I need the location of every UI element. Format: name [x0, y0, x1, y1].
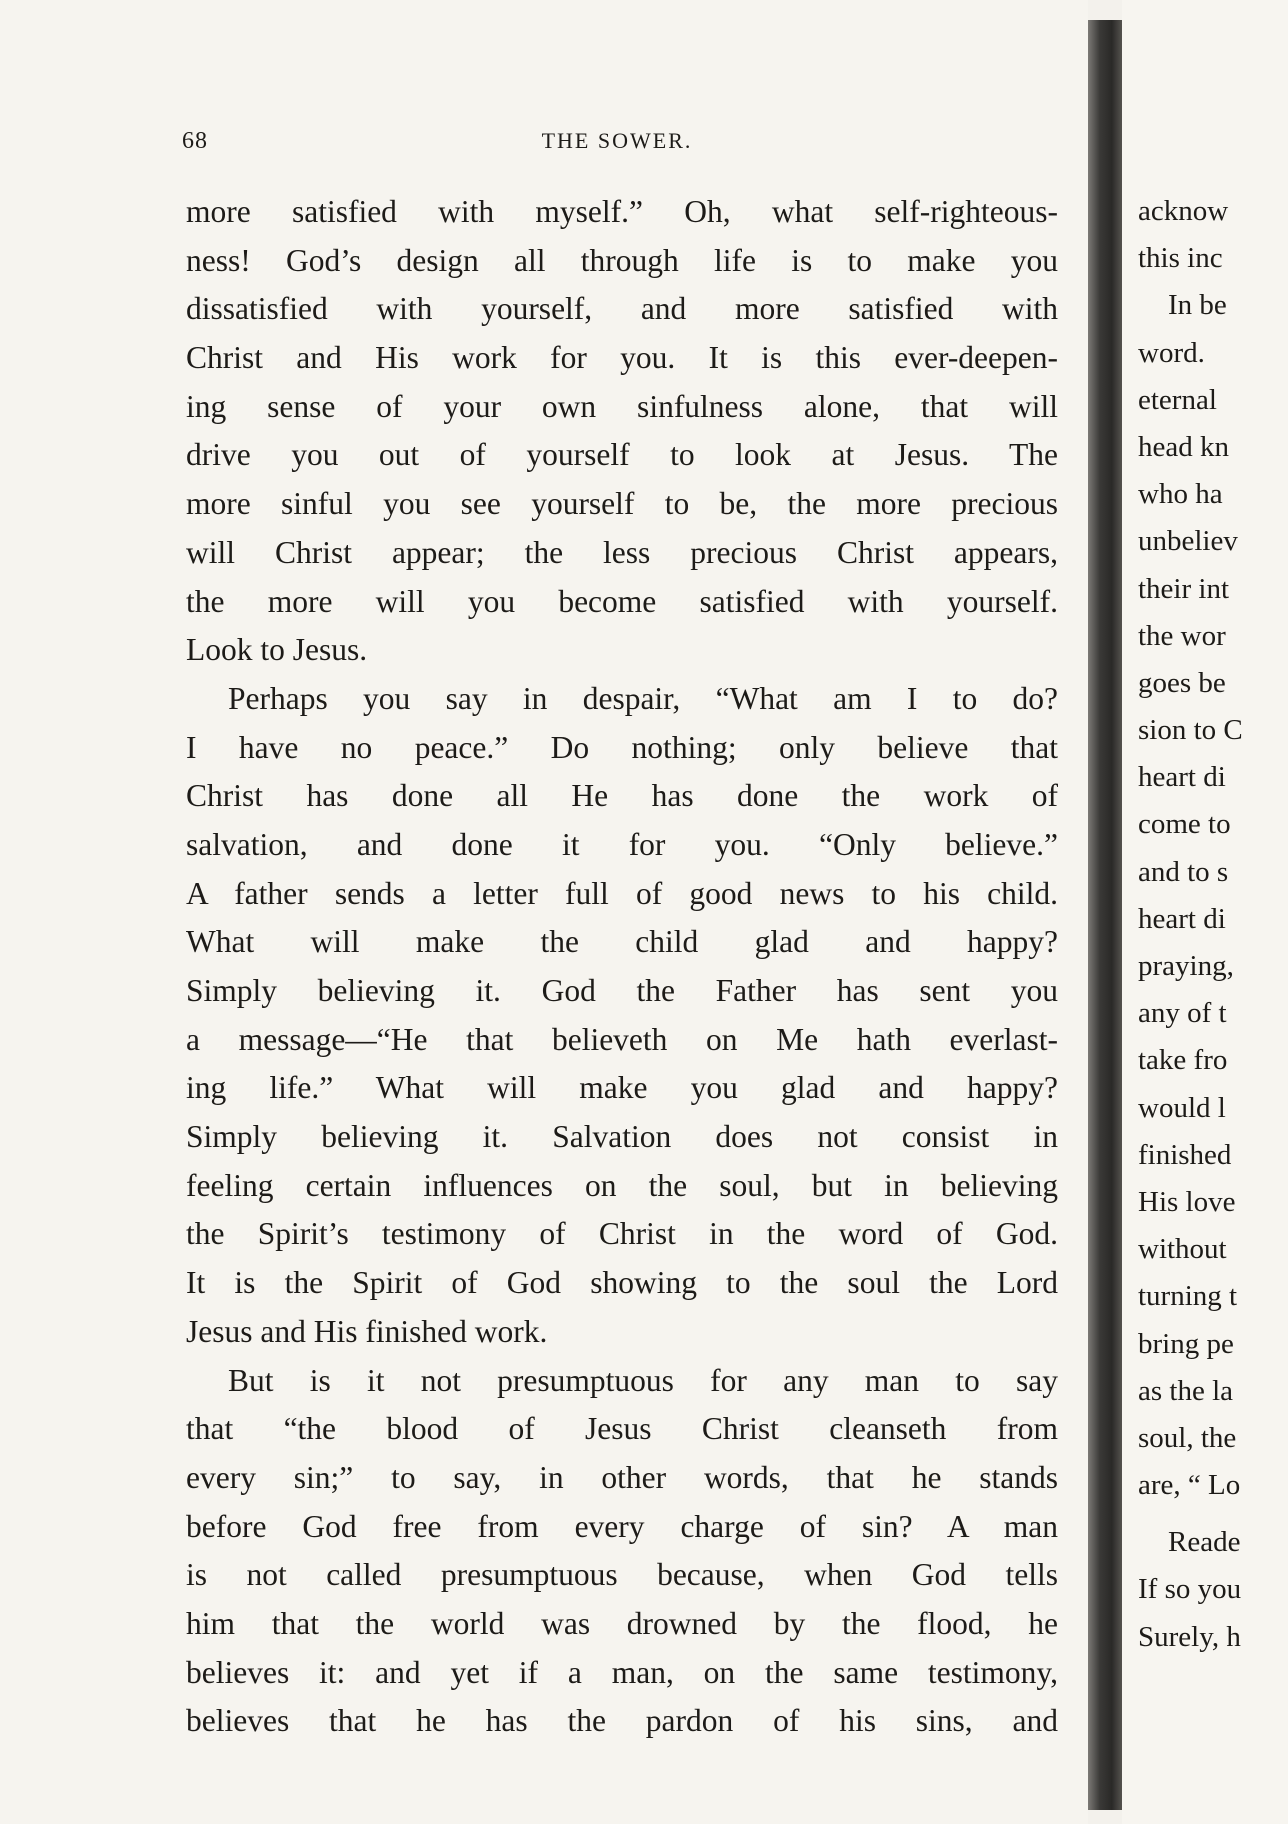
text-fragment: eternal — [1138, 383, 1217, 416]
text-fragment: their int — [1138, 572, 1230, 605]
text-line: is not called presumptuous because, when God tells — [186, 1557, 1058, 1593]
text-line: salvation, and done it for you. “Only believe.” — [186, 826, 1058, 862]
text-line: ing sense of your own sinfulness alone, that will — [186, 388, 1058, 424]
text-line: Look to Jesus. — [186, 632, 368, 668]
text-line: Jesus and His finished work. — [186, 1313, 548, 1349]
text-line: Simply believing it. God the Father has sent you — [186, 973, 1058, 1008]
text-fragment: His love — [1138, 1185, 1236, 1218]
text-fragment: Surely, h — [1138, 1620, 1241, 1653]
text-fragment: would l — [1138, 1091, 1226, 1124]
text-line: more sinful you see yourself to be, the more precious — [186, 486, 1058, 522]
text-line: feeling certain influences on the soul, but in believing — [186, 1167, 1058, 1203]
text-fragment: soul, the — [1138, 1421, 1237, 1454]
text-fragment: bring pe — [1138, 1327, 1234, 1360]
text-line: But is it not presumptuous for any man to say — [228, 1362, 1058, 1398]
page-number: 68 — [182, 128, 208, 154]
text-line: Christ and His work for you. It is this ever-deepen- — [186, 340, 1058, 376]
text-fragment: as the la — [1138, 1374, 1234, 1407]
text-line: will Christ appear; the less precious Christ appears, — [186, 534, 1058, 570]
text-line: I have no peace.” Do nothing; only believe that — [186, 729, 1058, 765]
text-line: ness! God’s design all through life is to make you — [186, 242, 1058, 278]
book-gutter — [1088, 20, 1122, 1810]
text-line: the Spirit’s testimony of Christ in the word of God. — [186, 1216, 1058, 1252]
text-fragment: Reade — [1168, 1526, 1241, 1559]
text-line: him that the world was drowned by the flood, he — [186, 1605, 1058, 1641]
text-line: the more will you become satisfied with yourself. — [186, 583, 1058, 619]
text-fragment: and to s — [1138, 855, 1229, 888]
text-line: What will make the child glad and happy? — [186, 924, 1058, 960]
text-line: A father sends a letter full of good news to his child. — [186, 875, 1058, 911]
text-line: believes it: and yet if a man, on the same testimony, — [186, 1654, 1058, 1690]
text-fragment: heart di — [1138, 902, 1226, 935]
running-title: THE SOWER. — [541, 128, 693, 153]
text-fragment: unbeliev — [1138, 525, 1238, 558]
text-line: Perhaps you say in despair, “What am I to do? — [228, 680, 1058, 716]
text-fragment: In be — [1168, 289, 1227, 322]
text-fragment: are, “ Lo — [1138, 1469, 1241, 1502]
text-line: It is the Spirit of God showing to the soul the Lord — [186, 1265, 1058, 1301]
text-line: ing life.” What will make you glad and happy? — [186, 1070, 1058, 1106]
text-fragment: turning t — [1138, 1280, 1238, 1313]
text-fragment: who ha — [1138, 478, 1223, 511]
text-fragment: sion to C — [1138, 714, 1243, 747]
text-fragment: head kn — [1138, 430, 1229, 463]
text-fragment: goes be — [1138, 666, 1226, 699]
text-line: Simply believing it. Salvation does not consist in — [186, 1119, 1058, 1155]
text-fragment: If so you — [1138, 1573, 1242, 1606]
text-line: a message—“He that believeth on Me hath everlast- — [186, 1021, 1058, 1057]
text-line: every sin;” to say, in other words, that he stands — [186, 1459, 1058, 1495]
text-fragment: finished — [1138, 1138, 1232, 1171]
text-fragment: any of t — [1138, 997, 1227, 1030]
text-line: believes that he has the pardon of his sins, and — [186, 1703, 1058, 1739]
text-fragment: praying, — [1138, 950, 1234, 982]
page-header — [182, 128, 1052, 168]
text-fragment: come to — [1138, 808, 1231, 841]
text-line: Christ has done all He has done the work of — [186, 778, 1058, 814]
text-line: dissatisfied with yourself, and more satisfied with — [186, 291, 1058, 327]
text-fragment: take fro — [1138, 1044, 1228, 1077]
text-fragment: without — [1138, 1233, 1227, 1266]
text-line: before God free from every charge of sin? A man — [186, 1508, 1058, 1544]
right-page-text — [1138, 188, 1288, 1661]
text-fragment: this inc — [1138, 242, 1223, 275]
text-line: that “the blood of Jesus Christ cleanseth from — [186, 1411, 1058, 1447]
text-line: more satisfied with myself.” Oh, what self-righteous- — [186, 194, 1058, 229]
text-fragment: word. — [1138, 336, 1205, 369]
text-fragment: heart di — [1138, 761, 1226, 794]
text-fragment: the wor — [1138, 619, 1226, 652]
text-fragment: acknow — [1138, 195, 1229, 227]
left-page-text — [186, 188, 1058, 1746]
text-line: drive you out of yourself to look at Jesus. The — [186, 437, 1058, 473]
